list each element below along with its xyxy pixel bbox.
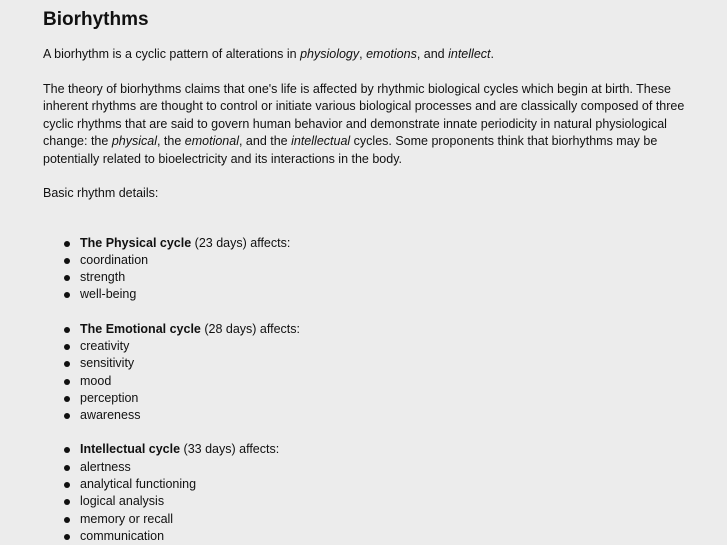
cycle-detail: (33 days) affects: bbox=[180, 442, 280, 457]
term-physiology: physiology bbox=[300, 47, 360, 61]
page-title: Biorhythms bbox=[43, 9, 149, 30]
list-item: coordination bbox=[43, 252, 693, 269]
cycle-name: The Emotional cycle bbox=[80, 321, 201, 336]
cycle-name: The Physical cycle bbox=[80, 235, 192, 250]
intellectual-cycle-list bbox=[43, 441, 693, 545]
list-item: analytical functioning bbox=[43, 476, 693, 493]
theory-text: The theory of biorhythms claims that one's life is affected by rhythmic biological cycles which begin at birth. These inherent rhythms are thought to control or initiate various biological processes and are classically composed of three cyclic rhythms that are said to govern human behavior and demonstrate innate periodicity in natural physiological change: the bbox=[43, 81, 685, 148]
article bbox=[43, 8, 693, 545]
theory-paragraph bbox=[43, 81, 693, 169]
list-item: mood bbox=[43, 373, 693, 390]
cycle-heading bbox=[43, 235, 693, 252]
cycle-name: Intellectual cycle bbox=[80, 442, 181, 457]
theory-separator: , and the bbox=[238, 134, 292, 148]
term-intellect: intellect bbox=[448, 47, 491, 61]
emotional-cycle-list bbox=[43, 321, 693, 425]
intro-text: A biorhythm is a cyclic pattern of alterations in bbox=[43, 47, 301, 61]
list-item: strength bbox=[43, 269, 693, 286]
term-physical: physical bbox=[111, 134, 157, 148]
list-item: alertness bbox=[43, 459, 693, 476]
list-item: sensitivity bbox=[43, 355, 693, 372]
theory-text-end: cycles. Some proponents think that biorhythms may be potentially related to bioelectricity and its interactions in the body. bbox=[43, 134, 658, 166]
list-item: creativity bbox=[43, 338, 693, 355]
list-item: logical analysis bbox=[43, 493, 693, 510]
basic-rhythm-label: Basic rhythm details: bbox=[43, 186, 159, 200]
list-item: perception bbox=[43, 390, 693, 407]
intro-separator: , and bbox=[416, 47, 449, 61]
theory-separator: , the bbox=[156, 134, 185, 148]
cycle-detail: (23 days) affects: bbox=[191, 235, 291, 250]
list-item: memory or recall bbox=[43, 511, 693, 528]
physical-cycle-list bbox=[43, 235, 693, 304]
intro-separator: , bbox=[359, 47, 367, 61]
list-item: communication bbox=[43, 528, 693, 545]
cycle-detail: (28 days) affects: bbox=[200, 321, 300, 336]
cycle-heading bbox=[43, 441, 693, 458]
term-emotional: emotional bbox=[184, 134, 239, 148]
list-item: well-being bbox=[43, 286, 693, 303]
intro-paragraph bbox=[43, 46, 693, 64]
term-emotions: emotions bbox=[366, 47, 417, 61]
cycle-heading bbox=[43, 321, 693, 338]
list-item: awareness bbox=[43, 407, 693, 424]
intro-suffix: . bbox=[490, 47, 494, 61]
term-intellectual: intellectual bbox=[291, 134, 351, 148]
